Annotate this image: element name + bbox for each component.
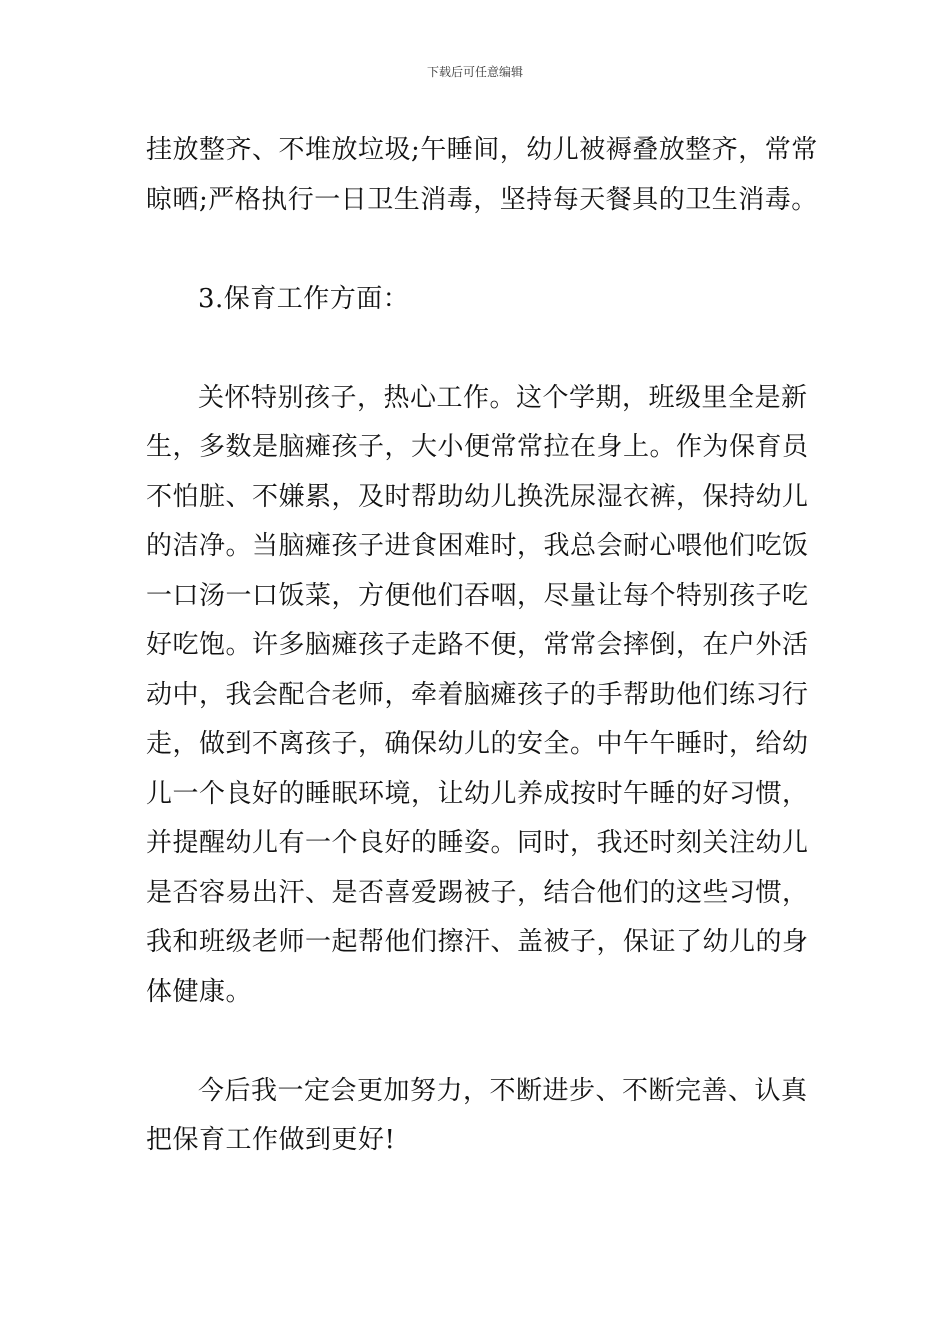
text-line: 动中，我会配合老师，牵着脑瘫孩子的手帮助他们练习行 [146,679,809,710]
text-line: 走，做到不离孩子，确保幼儿的安全。中午午睡时，给幼 [146,729,809,759]
page-header-note: 下载后可任意编辑 [426,65,523,79]
text-line: 好吃饱。许多脑瘫孩子走路不便，常常会摔倒，在户外活 [146,630,809,660]
text-line: 不怕脏、不嫌累，及时帮助幼儿换洗尿湿衣裤，保持幼儿 [146,481,809,512]
text-line: 生，多数是脑瘫孩子，大小便常常拉在身上。作为保育员 [146,432,809,462]
text-line: 挂放整齐、不堆放垃圾;午睡间，幼儿被褥叠放整齐，常常 [146,135,818,165]
document-body [146,126,818,1166]
text-line: 关怀特别孩子，热心工作。这个学期，班级里全是新 [198,382,808,413]
text-line: 并提醒幼儿有一个良好的睡姿。同时，我还时刻关注幼儿 [146,828,809,858]
text-line: 一口汤一口饭菜，方便他们吞咽，尽量让每个特别孩子吃 [146,580,809,611]
text-line: 体健康。 [146,976,253,1007]
text-line: 的洁净。当脑瘫孩子进食困难时，我总会耐心喂他们吃饭 [146,531,809,561]
text-line: 儿一个良好的睡眠环境，让幼儿养成按时午睡的好习惯， [146,778,809,809]
text-line: 晾晒;严格执行一日卫生消毒，坚持每天餐具的卫生消毒。 [146,184,818,215]
text-line: 把保育工作做到更好! [146,1125,396,1155]
text-line: 今后我一定会更加努力，不断进步、不断完善、认真 [198,1075,808,1106]
section-heading: 3.保育工作方面： [198,283,410,314]
text-line: 我和班级老师一起帮他们擦汗、盖被子，保证了幼儿的身 [146,927,809,957]
text-line: 是否容易出汗、是否喜爱踢被子，结合他们的这些习惯， [146,877,809,908]
